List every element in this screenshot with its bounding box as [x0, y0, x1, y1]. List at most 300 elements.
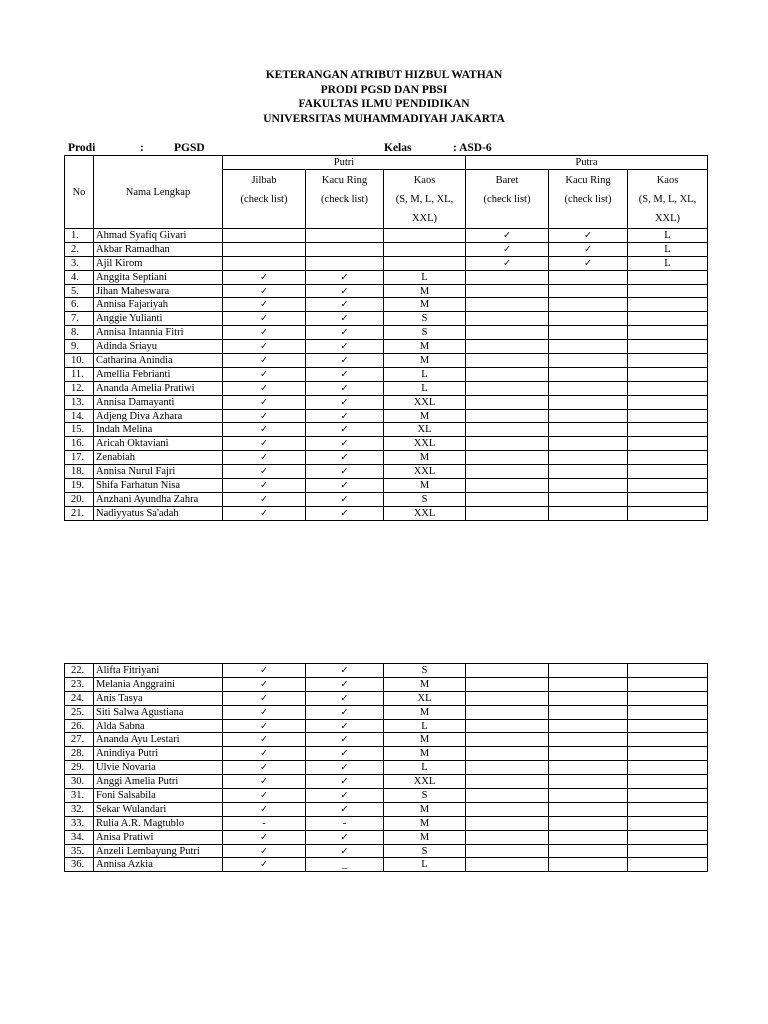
header-kacu-ring-putri: Kacu Ring (check list): [306, 170, 384, 229]
cell-kaos-putri: S: [384, 492, 466, 506]
cell-jilbab: ✓: [223, 340, 306, 354]
cell-kacu-ring-putri: ✓: [306, 451, 384, 465]
cell-kaos-putri: S: [384, 789, 466, 803]
cell-nama: Annisa Intannia Fitri: [94, 326, 223, 340]
cell-kacu-ring-putri: ✓: [306, 506, 384, 520]
cell-kacu-ring-putra: [549, 465, 628, 479]
cell-kacu-ring-putra: ✓: [549, 256, 628, 270]
cell-kaos-putra: [628, 354, 708, 368]
cell-baret: [466, 492, 549, 506]
cell-jilbab: ✓: [223, 354, 306, 368]
cell-jilbab: ✓: [223, 830, 306, 844]
cell-no: 18.: [65, 465, 94, 479]
cell-baret: ✓: [466, 256, 549, 270]
cell-no: 2.: [65, 242, 94, 256]
cell-nama: Annisa Damayanti: [94, 395, 223, 409]
cell-baret: [466, 354, 549, 368]
cell-no: 30.: [65, 775, 94, 789]
cell-kacu-ring-putra: [549, 789, 628, 803]
table-row: [65, 340, 708, 354]
cell-kacu-ring-putra: [549, 705, 628, 719]
cell-jilbab: ✓: [223, 747, 306, 761]
cell-jilbab: ✓: [223, 761, 306, 775]
cell-baret: [466, 747, 549, 761]
cell-jilbab: ✓: [223, 423, 306, 437]
table-row: [65, 298, 708, 312]
cell-kaos-putra: [628, 844, 708, 858]
cell-kacu-ring-putri: ✓: [306, 844, 384, 858]
cell-baret: [466, 719, 549, 733]
cell-nama: Melania Anggraini: [94, 677, 223, 691]
cell-kacu-ring-putra: [549, 747, 628, 761]
cell-kacu-ring-putra: [549, 437, 628, 451]
cell-kacu-ring-putra: [549, 830, 628, 844]
cell-kaos-putri: M: [384, 298, 466, 312]
cell-kacu-ring-putri: ✓: [306, 830, 384, 844]
cell-baret: [466, 664, 549, 678]
cell-kacu-ring-putra: [549, 395, 628, 409]
cell-kacu-ring-putra: ✓: [549, 229, 628, 243]
cell-no: 26.: [65, 719, 94, 733]
cell-kaos-putri: L: [384, 761, 466, 775]
cell-kacu-ring-putra: ✓: [549, 242, 628, 256]
cell-baret: [466, 506, 549, 520]
cell-nama: Nadiyyatus Sa'adah: [94, 506, 223, 520]
cell-no: 6.: [65, 298, 94, 312]
cell-nama: Annisa Nurul Fajri: [94, 465, 223, 479]
cell-kaos-putra: [628, 395, 708, 409]
cell-baret: [466, 340, 549, 354]
cell-kaos-putra: [628, 802, 708, 816]
cell-kacu-ring-putra: [549, 270, 628, 284]
cell-kaos-putri: M: [384, 284, 466, 298]
cell-no: 24.: [65, 691, 94, 705]
table-row: [65, 381, 708, 395]
cell-baret: [466, 465, 549, 479]
cell-nama: Adjeng Diva Azhara: [94, 409, 223, 423]
table-row: [65, 677, 708, 691]
cell-kaos-putra: [628, 775, 708, 789]
cell-nama: Anindiya Putri: [94, 747, 223, 761]
cell-jilbab: ✓: [223, 664, 306, 678]
cell-kacu-ring-putri: ✓: [306, 326, 384, 340]
cell-no: 25.: [65, 705, 94, 719]
cell-kaos-putri: [384, 256, 466, 270]
cell-jilbab: ✓: [223, 705, 306, 719]
cell-baret: [466, 423, 549, 437]
cell-kacu-ring-putra: [549, 733, 628, 747]
cell-kaos-putri: XXL: [384, 506, 466, 520]
cell-no: 14.: [65, 409, 94, 423]
cell-kacu-ring-putri: ✓: [306, 719, 384, 733]
prodi-separator: :: [140, 142, 144, 154]
cell-kacu-ring-putri: ✓: [306, 284, 384, 298]
cell-baret: [466, 733, 549, 747]
cell-jilbab: [223, 229, 306, 243]
cell-no: 16.: [65, 437, 94, 451]
cell-nama: Ajil Kirom: [94, 256, 223, 270]
cell-nama: Akbar Ramadhan: [94, 242, 223, 256]
cell-no: 32.: [65, 802, 94, 816]
table-row: [65, 242, 708, 256]
cell-kacu-ring-putra: [549, 284, 628, 298]
cell-kaos-putra: [628, 381, 708, 395]
cell-kaos-putra: [628, 789, 708, 803]
cell-jilbab: ✓: [223, 298, 306, 312]
cell-no: 21.: [65, 506, 94, 520]
cell-no: 11.: [65, 367, 94, 381]
cell-kacu-ring-putra: [549, 506, 628, 520]
cell-nama: Indah Melina: [94, 423, 223, 437]
cell-nama: Catharina Anindia: [94, 354, 223, 368]
cell-kacu-ring-putri: ✓: [306, 802, 384, 816]
attribute-table-part-1: [64, 155, 708, 521]
table-row: [65, 492, 708, 506]
cell-kaos-putra: [628, 437, 708, 451]
cell-kacu-ring-putri: ✓: [306, 705, 384, 719]
cell-kaos-putra: L: [628, 229, 708, 243]
cell-jilbab: ✓: [223, 789, 306, 803]
cell-jilbab: ✓: [223, 733, 306, 747]
cell-baret: [466, 677, 549, 691]
cell-jilbab: ✓: [223, 270, 306, 284]
cell-no: 35.: [65, 844, 94, 858]
cell-kaos-putra: [628, 270, 708, 284]
cell-baret: [466, 326, 549, 340]
table-row: [65, 789, 708, 803]
cell-kacu-ring-putra: [549, 844, 628, 858]
cell-no: 7.: [65, 312, 94, 326]
title-line: UNIVERSITAS MUHAMMADIYAH JAKARTA: [263, 112, 505, 125]
cell-kacu-ring-putra: [549, 409, 628, 423]
cell-jilbab: ✓: [223, 492, 306, 506]
cell-kacu-ring-putra: [549, 423, 628, 437]
cell-no: 34.: [65, 830, 94, 844]
cell-jilbab: ✓: [223, 802, 306, 816]
cell-kaos-putra: [628, 465, 708, 479]
cell-kaos-putra: [628, 284, 708, 298]
cell-nama: Alda Sabna: [94, 719, 223, 733]
cell-jilbab: ✓: [223, 691, 306, 705]
table-row: [65, 705, 708, 719]
cell-kaos-putri: [384, 242, 466, 256]
cell-jilbab: ✓: [223, 312, 306, 326]
cell-baret: [466, 789, 549, 803]
cell-nama: Aricah Oktaviani: [94, 437, 223, 451]
cell-kacu-ring-putri: [306, 242, 384, 256]
cell-kacu-ring-putri: ✓: [306, 354, 384, 368]
cell-kacu-ring-putra: [549, 719, 628, 733]
cell-baret: [466, 858, 549, 872]
cell-jilbab: -: [223, 816, 306, 830]
cell-kacu-ring-putri: -: [306, 816, 384, 830]
cell-kacu-ring-putra: [549, 492, 628, 506]
cell-nama: Ananda Amelia Pratiwi: [94, 381, 223, 395]
cell-kacu-ring-putri: ✓: [306, 340, 384, 354]
cell-kacu-ring-putri: ✓: [306, 664, 384, 678]
cell-jilbab: ✓: [223, 381, 306, 395]
cell-kaos-putri: M: [384, 677, 466, 691]
cell-kaos-putra: [628, 747, 708, 761]
cell-baret: [466, 802, 549, 816]
cell-kaos-putra: [628, 733, 708, 747]
cell-jilbab: [223, 256, 306, 270]
cell-nama: Anzhani Ayundha Zahra: [94, 492, 223, 506]
cell-nama: Anisa Pratiwi: [94, 830, 223, 844]
cell-baret: ✓: [466, 242, 549, 256]
table-row: [65, 465, 708, 479]
table-row: [65, 437, 708, 451]
cell-nama: Rulia A.R. Magtublo: [94, 816, 223, 830]
cell-kaos-putri: L: [384, 381, 466, 395]
cell-kaos-putri: L: [384, 719, 466, 733]
cell-baret: [466, 691, 549, 705]
cell-kaos-putri: [384, 229, 466, 243]
table-row: [65, 844, 708, 858]
cell-kacu-ring-putra: [549, 340, 628, 354]
cell-kaos-putri: M: [384, 802, 466, 816]
prodi-value: PGSD: [174, 142, 205, 154]
cell-nama: Amellia Febrianti: [94, 367, 223, 381]
cell-baret: [466, 830, 549, 844]
cell-kaos-putri: XXL: [384, 775, 466, 789]
cell-jilbab: ✓: [223, 326, 306, 340]
table-row: [65, 506, 708, 520]
cell-kaos-putri: XL: [384, 691, 466, 705]
cell-baret: [466, 270, 549, 284]
cell-baret: [466, 284, 549, 298]
cell-kacu-ring-putra: [549, 775, 628, 789]
header-row-groups: [65, 156, 708, 170]
cell-kaos-putri: XXL: [384, 437, 466, 451]
cell-kaos-putri: M: [384, 830, 466, 844]
cell-no: 9.: [65, 340, 94, 354]
cell-kaos-putra: [628, 664, 708, 678]
cell-kaos-putri: S: [384, 664, 466, 678]
cell-kacu-ring-putri: ✓: [306, 437, 384, 451]
cell-kaos-putri: L: [384, 858, 466, 872]
header-nama: Nama Lengkap: [94, 156, 223, 229]
cell-kaos-putra: [628, 858, 708, 872]
cell-nama: Anggita Septiani: [94, 270, 223, 284]
header-baret: Baret (check list): [466, 170, 549, 229]
cell-kaos-putri: XXL: [384, 395, 466, 409]
cell-baret: [466, 705, 549, 719]
cell-kacu-ring-putri: ✓: [306, 789, 384, 803]
cell-nama: Anggie Yulianti: [94, 312, 223, 326]
cell-kaos-putra: [628, 830, 708, 844]
cell-baret: [466, 312, 549, 326]
cell-kacu-ring-putri: [306, 256, 384, 270]
header-kacu-ring-putra: Kacu Ring (check list): [549, 170, 628, 229]
table-row: [65, 830, 708, 844]
cell-no: 5.: [65, 284, 94, 298]
cell-nama: Siti Salwa Agustiana: [94, 705, 223, 719]
cell-kacu-ring-putra: [549, 298, 628, 312]
header-putri: Putri: [223, 156, 466, 170]
cell-kaos-putra: [628, 761, 708, 775]
cell-kacu-ring-putra: [549, 677, 628, 691]
kelas-label: Kelas: [384, 142, 412, 154]
cell-baret: [466, 451, 549, 465]
cell-kacu-ring-putra: [549, 761, 628, 775]
cell-kacu-ring-putri: ✓: [306, 367, 384, 381]
attribute-table-part-2: [64, 663, 708, 872]
cell-kaos-putri: XL: [384, 423, 466, 437]
cell-no: 10.: [65, 354, 94, 368]
table-row: [65, 761, 708, 775]
cell-kaos-putri: S: [384, 312, 466, 326]
header-jilbab: Jilbab (check list): [223, 170, 306, 229]
cell-kacu-ring-putri: ✓: [306, 492, 384, 506]
cell-no: 17.: [65, 451, 94, 465]
cell-nama: Ahmad Syafiq Givari: [94, 229, 223, 243]
cell-kaos-putri: M: [384, 451, 466, 465]
title-line: KETERANGAN ATRIBUT HIZBUL WATHAN: [265, 69, 503, 81]
cell-kaos-putra: [628, 705, 708, 719]
cell-no: 19.: [65, 479, 94, 493]
cell-nama: Adinda Sriayu: [94, 340, 223, 354]
cell-jilbab: ✓: [223, 451, 306, 465]
cell-no: 23.: [65, 677, 94, 691]
cell-no: 4.: [65, 270, 94, 284]
table-row: [65, 775, 708, 789]
table-row: [65, 451, 708, 465]
table-row: [65, 747, 708, 761]
cell-kacu-ring-putri: ✓: [306, 775, 384, 789]
cell-jilbab: ✓: [223, 395, 306, 409]
cell-nama: Alifta Fitriyani: [94, 664, 223, 678]
cell-kacu-ring-putra: [549, 381, 628, 395]
table-row: [65, 270, 708, 284]
cell-jilbab: [223, 242, 306, 256]
cell-kaos-putra: [628, 298, 708, 312]
cell-nama: Anis Tasya: [94, 691, 223, 705]
cell-kaos-putri: M: [384, 733, 466, 747]
kelas-value: : ASD-6: [453, 142, 492, 154]
cell-jilbab: ✓: [223, 479, 306, 493]
cell-nama: Zenabiah: [94, 451, 223, 465]
cell-no: 1.: [65, 229, 94, 243]
cell-kaos-putra: [628, 719, 708, 733]
cell-nama: Jihan Maheswara: [94, 284, 223, 298]
table-row: [65, 719, 708, 733]
cell-no: 29.: [65, 761, 94, 775]
cell-no: 27.: [65, 733, 94, 747]
cell-kacu-ring-putra: [549, 816, 628, 830]
cell-kacu-ring-putra: [549, 354, 628, 368]
cell-kacu-ring-putri: ✓: [306, 298, 384, 312]
cell-kaos-putra: [628, 367, 708, 381]
cell-jilbab: ✓: [223, 677, 306, 691]
cell-kaos-putra: [628, 816, 708, 830]
cell-kaos-putra: [628, 326, 708, 340]
cell-no: 3.: [65, 256, 94, 270]
table-row: [65, 284, 708, 298]
cell-jilbab: ✓: [223, 775, 306, 789]
cell-no: 22.: [65, 664, 94, 678]
cell-baret: [466, 775, 549, 789]
cell-no: 28.: [65, 747, 94, 761]
table-row: [65, 479, 708, 493]
cell-kaos-putra: L: [628, 242, 708, 256]
cell-kacu-ring-putri: ✓: [306, 409, 384, 423]
cell-kaos-putra: L: [628, 256, 708, 270]
cell-kaos-putra: [628, 451, 708, 465]
cell-no: 12.: [65, 381, 94, 395]
cell-kaos-putra: [628, 340, 708, 354]
cell-kaos-putri: M: [384, 747, 466, 761]
cell-kacu-ring-putra: [549, 664, 628, 678]
header-no: No: [65, 156, 94, 229]
prodi-label: Prodi: [68, 142, 96, 154]
table-row: [65, 423, 708, 437]
cell-kacu-ring-putri: ✓: [306, 691, 384, 705]
title-line: PRODI PGSD DAN PBSI: [320, 83, 448, 96]
cell-baret: [466, 437, 549, 451]
title-line: FAKULTAS ILMU PENDIDIKAN: [298, 98, 470, 110]
table-row: [65, 691, 708, 705]
cell-baret: [466, 409, 549, 423]
cell-kacu-ring-putra: [549, 691, 628, 705]
cell-kaos-putra: [628, 691, 708, 705]
cell-kaos-putra: [628, 677, 708, 691]
header-kaos-putra: Kaos (S, M, L, XL, XXL): [628, 170, 708, 229]
cell-nama: Ulvie Novaria: [94, 761, 223, 775]
cell-jilbab: ✓: [223, 844, 306, 858]
cell-baret: [466, 479, 549, 493]
cell-jilbab: ✓: [223, 506, 306, 520]
cell-kaos-putri: L: [384, 367, 466, 381]
cell-baret: [466, 844, 549, 858]
cell-kaos-putri: S: [384, 844, 466, 858]
cell-jilbab: ✓: [223, 284, 306, 298]
cell-baret: [466, 761, 549, 775]
cell-kacu-ring-putri: ✓: [306, 761, 384, 775]
cell-no: 8.: [65, 326, 94, 340]
cell-nama: Annisa Fajariyah: [94, 298, 223, 312]
table-row: [65, 664, 708, 678]
cell-kacu-ring-putra: [549, 367, 628, 381]
cell-no: 13.: [65, 395, 94, 409]
cell-kacu-ring-putri: ✓: [306, 381, 384, 395]
cell-nama: Foni Salsabila: [94, 789, 223, 803]
cell-kaos-putri: M: [384, 816, 466, 830]
cell-kacu-ring-putri: _: [306, 858, 384, 872]
cell-baret: [466, 367, 549, 381]
header-putra: Putra: [466, 156, 708, 170]
table-row: [65, 354, 708, 368]
cell-kaos-putri: M: [384, 409, 466, 423]
cell-jilbab: ✓: [223, 465, 306, 479]
cell-kaos-putra: [628, 492, 708, 506]
cell-nama: Annisa Azkia: [94, 858, 223, 872]
cell-baret: [466, 816, 549, 830]
table-row: [65, 733, 708, 747]
cell-jilbab: ✓: [223, 409, 306, 423]
cell-no: 36.: [65, 858, 94, 872]
cell-kacu-ring-putri: [306, 229, 384, 243]
cell-jilbab: ✓: [223, 437, 306, 451]
table-row: [65, 312, 708, 326]
cell-baret: ✓: [466, 229, 549, 243]
cell-baret: [466, 298, 549, 312]
table-row: [65, 395, 708, 409]
cell-kacu-ring-putri: ✓: [306, 423, 384, 437]
cell-jilbab: ✓: [223, 858, 306, 872]
cell-kaos-putri: M: [384, 705, 466, 719]
table-row: [65, 409, 708, 423]
